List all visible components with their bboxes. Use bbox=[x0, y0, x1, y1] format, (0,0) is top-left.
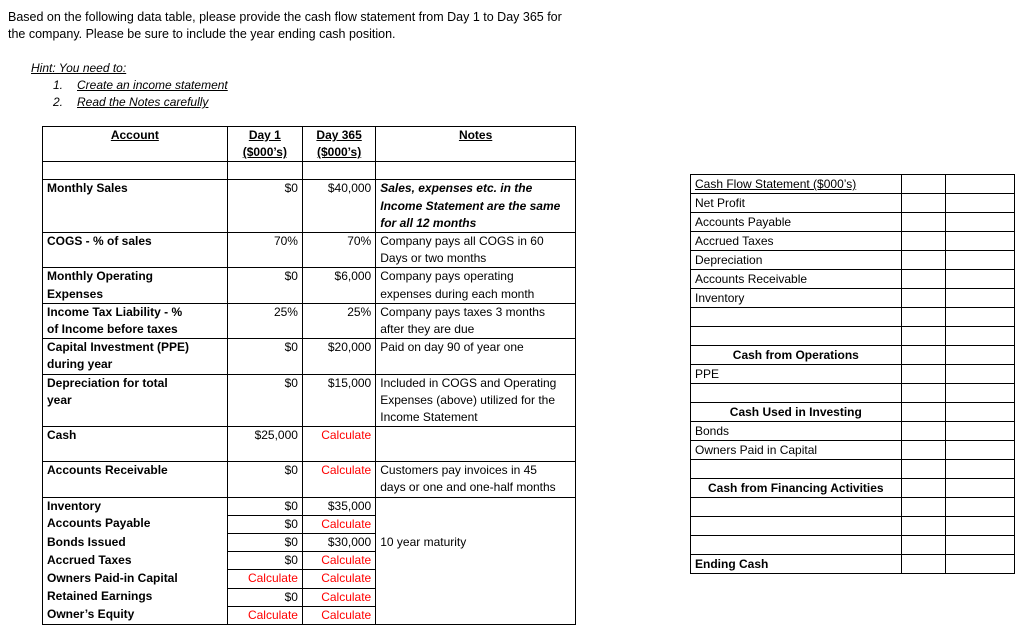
cf-row bbox=[691, 346, 1015, 365]
row-label: COGS - % of sales bbox=[43, 233, 228, 268]
day365-value: $6,000 bbox=[302, 268, 375, 303]
cf-row bbox=[691, 308, 1015, 327]
day365-value: $40,000 bbox=[302, 180, 375, 233]
header-day365: Day 365 ($000’s) bbox=[302, 127, 375, 162]
day1-value: $0 bbox=[227, 180, 302, 233]
instructions-line-1: Based on the following data table, please provide the cash flow statement from Day 1 to Day 365 for bbox=[8, 10, 562, 24]
day365-value: Calculate bbox=[302, 462, 375, 497]
note: 10 year maturity bbox=[376, 534, 576, 552]
table-row bbox=[43, 233, 576, 268]
cf-ending-cash: Ending Cash bbox=[691, 555, 902, 574]
table-row bbox=[43, 339, 576, 374]
note: Company pays all COGS in 60 Days or two months bbox=[376, 233, 576, 268]
data-table bbox=[42, 126, 576, 625]
cf-row bbox=[691, 289, 1015, 308]
day365-value: Calculate bbox=[302, 552, 375, 570]
cf-row bbox=[691, 422, 1015, 441]
row-label: Owners Paid-in Capital bbox=[43, 570, 228, 588]
cf-label: Depreciation bbox=[691, 251, 902, 270]
note: Paid on day 90 of year one bbox=[376, 339, 576, 374]
hint-item: 1. Create an income statement bbox=[53, 78, 228, 92]
day1-value: Calculate bbox=[227, 606, 302, 624]
day365-value: Calculate bbox=[302, 570, 375, 588]
header-account: Account bbox=[43, 127, 228, 162]
cf-label: Owners Paid in Capital bbox=[691, 441, 902, 460]
cf-label: PPE bbox=[691, 365, 902, 384]
day365-value: Calculate bbox=[302, 588, 375, 606]
day1-value: Calculate bbox=[227, 570, 302, 588]
cf-row bbox=[691, 194, 1015, 213]
cash-flow-statement bbox=[690, 174, 1015, 574]
day365-value: $20,000 bbox=[302, 339, 375, 374]
note: Company pays operating expenses during each month bbox=[376, 268, 576, 303]
cf-label: Accounts Payable bbox=[691, 213, 902, 232]
day365-value: $15,000 bbox=[302, 374, 375, 427]
day365-value: Calculate bbox=[302, 427, 375, 462]
note bbox=[376, 515, 576, 533]
table-row bbox=[43, 606, 576, 624]
row-label: Income Tax Liability - % of Income before taxes bbox=[43, 303, 228, 338]
table-row bbox=[43, 534, 576, 552]
cf-label: Bonds bbox=[691, 422, 902, 441]
day365-value: $35,000 bbox=[302, 497, 375, 515]
cf-label: Inventory bbox=[691, 289, 902, 308]
cf-section-total: Cash Used in Investing bbox=[691, 403, 902, 422]
day1-value: $0 bbox=[227, 374, 302, 427]
cf-section-total: Cash from Financing Activities bbox=[691, 479, 902, 498]
cf-row bbox=[691, 479, 1015, 498]
cf-row bbox=[691, 517, 1015, 536]
note: Company pays taxes 3 months after they are due bbox=[376, 303, 576, 338]
cf-row bbox=[691, 270, 1015, 289]
table-row bbox=[43, 268, 576, 303]
note bbox=[376, 552, 576, 570]
hint-title: Hint: You need to: bbox=[31, 61, 127, 75]
day1-value: $0 bbox=[227, 462, 302, 497]
hint-list bbox=[53, 77, 228, 111]
table-row bbox=[43, 427, 576, 462]
day1-value: $0 bbox=[227, 515, 302, 533]
table-header-row bbox=[43, 127, 576, 162]
day1-value: $0 bbox=[227, 339, 302, 374]
row-label: Bonds Issued bbox=[43, 534, 228, 552]
note bbox=[376, 570, 576, 588]
table-row bbox=[43, 497, 576, 515]
cf-row bbox=[691, 175, 1015, 194]
row-label: Capital Investment (PPE) during year bbox=[43, 339, 228, 374]
row-label: Accounts Payable bbox=[43, 515, 228, 533]
table-row bbox=[43, 570, 576, 588]
day1-value: $0 bbox=[227, 588, 302, 606]
cf-label: Accounts Receivable bbox=[691, 270, 902, 289]
table-row bbox=[43, 515, 576, 533]
instructions bbox=[8, 9, 608, 43]
table-row bbox=[43, 552, 576, 570]
note bbox=[376, 427, 576, 462]
instructions-line-2: the company. Please be sure to include the year ending cash position. bbox=[8, 27, 396, 41]
row-label: Monthly Sales bbox=[43, 180, 228, 233]
table-row bbox=[43, 588, 576, 606]
day365-value: $30,000 bbox=[302, 534, 375, 552]
day1-value: 70% bbox=[227, 233, 302, 268]
row-label: Inventory bbox=[43, 497, 228, 515]
note: Included in COGS and Operating Expenses (above) utilized for the Income Statement bbox=[376, 374, 576, 427]
note bbox=[376, 497, 576, 515]
cf-section-total: Cash from Operations bbox=[691, 346, 902, 365]
row-label: Accounts Receivable bbox=[43, 462, 228, 497]
cf-row bbox=[691, 251, 1015, 270]
note: Sales, expenses etc. in the Income Statement are the same for all 12 months bbox=[376, 180, 576, 233]
row-label: Accrued Taxes bbox=[43, 552, 228, 570]
cf-row bbox=[691, 327, 1015, 346]
cf-label: Accrued Taxes bbox=[691, 232, 902, 251]
cf-row bbox=[691, 213, 1015, 232]
cf-row bbox=[691, 498, 1015, 517]
cf-label: Net Profit bbox=[691, 194, 902, 213]
day1-value: $25,000 bbox=[227, 427, 302, 462]
day1-value: $0 bbox=[227, 552, 302, 570]
header-day1: Day 1 ($000’s) bbox=[227, 127, 302, 162]
day365-value: Calculate bbox=[302, 515, 375, 533]
table-row bbox=[43, 462, 576, 497]
day365-value: 25% bbox=[302, 303, 375, 338]
note bbox=[376, 606, 576, 624]
row-label: Retained Earnings bbox=[43, 588, 228, 606]
cf-row bbox=[691, 384, 1015, 403]
row-label: Monthly Operating Expenses bbox=[43, 268, 228, 303]
day1-value: $0 bbox=[227, 268, 302, 303]
day1-value: $0 bbox=[227, 534, 302, 552]
row-label: Depreciation for total year bbox=[43, 374, 228, 427]
row-label: Cash bbox=[43, 427, 228, 462]
cf-row bbox=[691, 365, 1015, 384]
cf-row bbox=[691, 555, 1015, 574]
table-row-spacer bbox=[43, 162, 576, 180]
day1-value: $0 bbox=[227, 497, 302, 515]
table-row bbox=[43, 180, 576, 233]
table-row bbox=[43, 374, 576, 427]
cf-title: Cash Flow Statement ($000’s) bbox=[691, 175, 902, 194]
day365-value: Calculate bbox=[302, 606, 375, 624]
cf-row bbox=[691, 403, 1015, 422]
day365-value: 70% bbox=[302, 233, 375, 268]
hint-item: 2. Read the Notes carefully bbox=[53, 95, 209, 109]
cf-row bbox=[691, 460, 1015, 479]
row-label: Owner’s Equity bbox=[43, 606, 228, 624]
cf-row bbox=[691, 441, 1015, 460]
cf-row bbox=[691, 536, 1015, 555]
cf-row bbox=[691, 232, 1015, 251]
note: Customers pay invoices in 45 days or one and one-half months bbox=[376, 462, 576, 497]
day1-value: 25% bbox=[227, 303, 302, 338]
header-notes: Notes bbox=[376, 127, 576, 162]
note bbox=[376, 588, 576, 606]
table-row bbox=[43, 303, 576, 338]
